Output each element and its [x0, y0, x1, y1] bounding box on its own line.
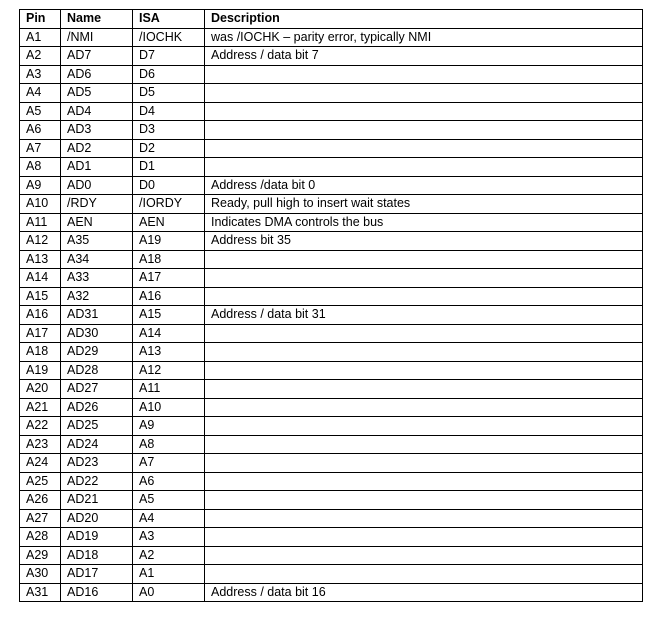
- name-cell: AD6: [61, 65, 133, 84]
- table-row: [20, 472, 643, 491]
- description-cell: Address bit 35: [205, 232, 643, 251]
- pin-cell: A1: [20, 28, 61, 47]
- header-isa: ISA: [133, 10, 205, 29]
- pin-cell: A31: [20, 583, 61, 602]
- table-row: [20, 454, 643, 473]
- pin-cell: A5: [20, 102, 61, 121]
- header-name: Name: [61, 10, 133, 29]
- name-cell: AD27: [61, 380, 133, 399]
- isa-cell: A17: [133, 269, 205, 288]
- pin-cell: A21: [20, 398, 61, 417]
- isa-cell: A14: [133, 324, 205, 343]
- name-cell: AD21: [61, 491, 133, 510]
- table-row: [20, 417, 643, 436]
- name-cell: AD24: [61, 435, 133, 454]
- table-row: [20, 491, 643, 510]
- name-cell: AD23: [61, 454, 133, 473]
- table-row: [20, 102, 643, 121]
- name-cell: /NMI: [61, 28, 133, 47]
- description-cell: [205, 528, 643, 547]
- isa-cell: D3: [133, 121, 205, 140]
- table-row: [20, 213, 643, 232]
- table-row: [20, 195, 643, 214]
- pin-cell: A18: [20, 343, 61, 362]
- description-cell: [205, 158, 643, 177]
- pin-cell: A3: [20, 65, 61, 84]
- isa-cell: D6: [133, 65, 205, 84]
- table-row: [20, 435, 643, 454]
- pin-cell: A23: [20, 435, 61, 454]
- isa-cell: A4: [133, 509, 205, 528]
- description-cell: [205, 287, 643, 306]
- isa-cell: A10: [133, 398, 205, 417]
- description-cell: [205, 121, 643, 140]
- table-row: [20, 287, 643, 306]
- isa-cell: A11: [133, 380, 205, 399]
- pin-cell: A8: [20, 158, 61, 177]
- description-cell: [205, 324, 643, 343]
- description-cell: [205, 509, 643, 528]
- description-cell: [205, 435, 643, 454]
- pin-cell: A11: [20, 213, 61, 232]
- table-row: [20, 583, 643, 602]
- name-cell: AD26: [61, 398, 133, 417]
- description-cell: [205, 65, 643, 84]
- table-row: [20, 139, 643, 158]
- description-cell: [205, 250, 643, 269]
- pin-cell: A4: [20, 84, 61, 103]
- name-cell: AD17: [61, 565, 133, 584]
- table-row: [20, 250, 643, 269]
- name-cell: AD28: [61, 361, 133, 380]
- pin-cell: A15: [20, 287, 61, 306]
- isa-cell: D1: [133, 158, 205, 177]
- name-cell: AD20: [61, 509, 133, 528]
- header-pin: Pin: [20, 10, 61, 29]
- description-cell: [205, 491, 643, 510]
- table-row: [20, 158, 643, 177]
- description-cell: [205, 102, 643, 121]
- description-cell: [205, 472, 643, 491]
- description-cell: [205, 546, 643, 565]
- table-row: [20, 565, 643, 584]
- name-cell: AD16: [61, 583, 133, 602]
- pin-cell: A20: [20, 380, 61, 399]
- description-cell: [205, 343, 643, 362]
- isa-cell: A7: [133, 454, 205, 473]
- name-cell: AEN: [61, 213, 133, 232]
- name-cell: AD3: [61, 121, 133, 140]
- pin-cell: A7: [20, 139, 61, 158]
- isa-cell: A13: [133, 343, 205, 362]
- name-cell: AD7: [61, 47, 133, 66]
- name-cell: AD18: [61, 546, 133, 565]
- pin-cell: A28: [20, 528, 61, 547]
- pin-cell: A10: [20, 195, 61, 214]
- isa-cell: A19: [133, 232, 205, 251]
- name-cell: A33: [61, 269, 133, 288]
- name-cell: A35: [61, 232, 133, 251]
- isa-cell: A12: [133, 361, 205, 380]
- isa-cell: A16: [133, 287, 205, 306]
- description-cell: [205, 361, 643, 380]
- table-row: [20, 509, 643, 528]
- description-cell: [205, 454, 643, 473]
- description-cell: Indicates DMA controls the bus: [205, 213, 643, 232]
- table-header: [20, 10, 643, 29]
- table-row: [20, 343, 643, 362]
- table-row: [20, 398, 643, 417]
- name-cell: AD4: [61, 102, 133, 121]
- isa-cell: /IORDY: [133, 195, 205, 214]
- table-row: [20, 121, 643, 140]
- isa-cell: A6: [133, 472, 205, 491]
- isa-cell: A1: [133, 565, 205, 584]
- pin-cell: A6: [20, 121, 61, 140]
- description-cell: Address /data bit 0: [205, 176, 643, 195]
- description-cell: [205, 417, 643, 436]
- pin-cell: A29: [20, 546, 61, 565]
- pin-cell: A27: [20, 509, 61, 528]
- isa-cell: AEN: [133, 213, 205, 232]
- pin-cell: A14: [20, 269, 61, 288]
- isa-cell: A9: [133, 417, 205, 436]
- pin-table: [19, 9, 643, 602]
- isa-cell: A2: [133, 546, 205, 565]
- pin-cell: A25: [20, 472, 61, 491]
- name-cell: AD25: [61, 417, 133, 436]
- description-cell: [205, 380, 643, 399]
- name-cell: AD22: [61, 472, 133, 491]
- pin-cell: A19: [20, 361, 61, 380]
- table-row: [20, 324, 643, 343]
- pin-cell: A17: [20, 324, 61, 343]
- name-cell: AD30: [61, 324, 133, 343]
- description-cell: Ready, pull high to insert wait states: [205, 195, 643, 214]
- table-row: [20, 306, 643, 325]
- isa-cell: /IOCHK: [133, 28, 205, 47]
- isa-cell: A18: [133, 250, 205, 269]
- name-cell: A34: [61, 250, 133, 269]
- name-cell: /RDY: [61, 195, 133, 214]
- table-row: [20, 269, 643, 288]
- table-row: [20, 65, 643, 84]
- pin-cell: A26: [20, 491, 61, 510]
- name-cell: AD5: [61, 84, 133, 103]
- table-row: [20, 176, 643, 195]
- pin-cell: A9: [20, 176, 61, 195]
- name-cell: A32: [61, 287, 133, 306]
- name-cell: AD19: [61, 528, 133, 547]
- table-row: [20, 47, 643, 66]
- pin-cell: A13: [20, 250, 61, 269]
- pin-cell: A2: [20, 47, 61, 66]
- description-cell: [205, 565, 643, 584]
- name-cell: AD0: [61, 176, 133, 195]
- isa-cell: A8: [133, 435, 205, 454]
- name-cell: AD2: [61, 139, 133, 158]
- isa-cell: D7: [133, 47, 205, 66]
- description-cell: was /IOCHK – parity error, typically NMI: [205, 28, 643, 47]
- name-cell: AD1: [61, 158, 133, 177]
- pin-cell: A22: [20, 417, 61, 436]
- header-description: Description: [205, 10, 643, 29]
- table-row: [20, 28, 643, 47]
- name-cell: AD29: [61, 343, 133, 362]
- pin-cell: A16: [20, 306, 61, 325]
- isa-cell: A15: [133, 306, 205, 325]
- isa-cell: D4: [133, 102, 205, 121]
- pin-cell: A30: [20, 565, 61, 584]
- isa-cell: A5: [133, 491, 205, 510]
- description-cell: [205, 398, 643, 417]
- isa-cell: D5: [133, 84, 205, 103]
- isa-cell: A0: [133, 583, 205, 602]
- description-cell: [205, 84, 643, 103]
- description-cell: Address / data bit 31: [205, 306, 643, 325]
- table-row: [20, 232, 643, 251]
- table-row: [20, 380, 643, 399]
- isa-cell: D0: [133, 176, 205, 195]
- name-cell: AD31: [61, 306, 133, 325]
- pin-cell: A24: [20, 454, 61, 473]
- table-body: [20, 28, 643, 602]
- table-row: [20, 546, 643, 565]
- table-row: [20, 84, 643, 103]
- description-cell: Address / data bit 16: [205, 583, 643, 602]
- pin-cell: A12: [20, 232, 61, 251]
- table-row: [20, 361, 643, 380]
- description-cell: [205, 269, 643, 288]
- description-cell: Address / data bit 7: [205, 47, 643, 66]
- table-row: [20, 528, 643, 547]
- header-row: [20, 10, 643, 29]
- description-cell: [205, 139, 643, 158]
- isa-cell: D2: [133, 139, 205, 158]
- isa-cell: A3: [133, 528, 205, 547]
